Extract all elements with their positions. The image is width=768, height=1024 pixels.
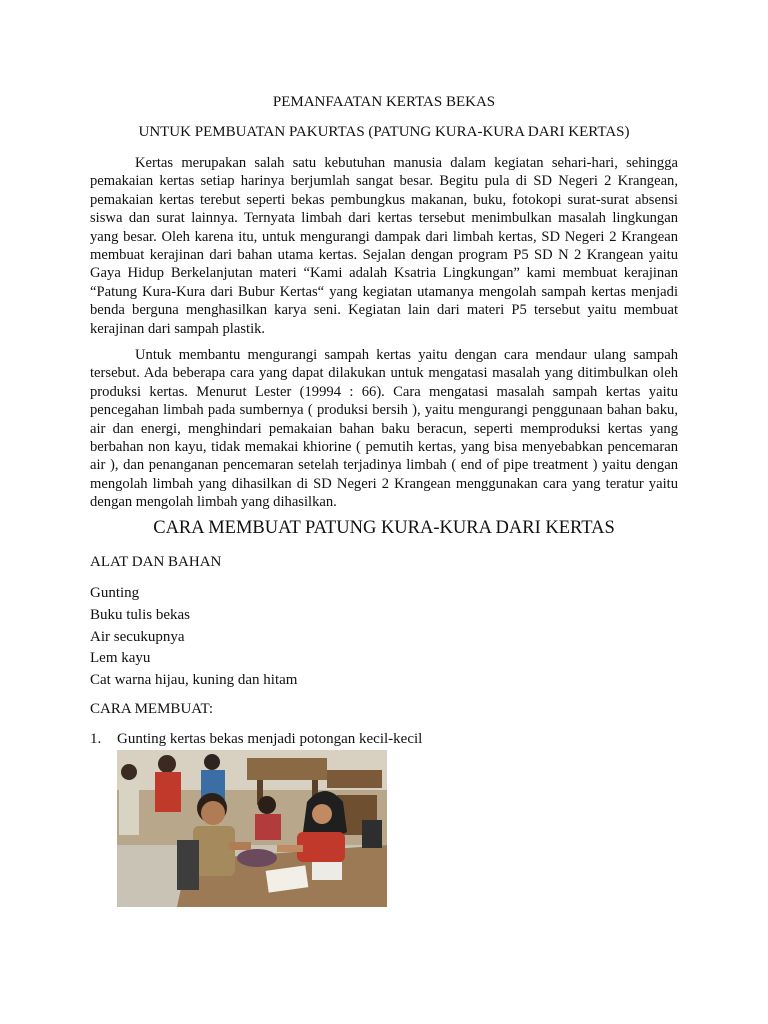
list-item: Lem kayu (90, 650, 151, 667)
list-item: Gunting (90, 585, 140, 601)
document-subtitle: UNTUK PEMBUATAN PAKURTAS (PATUNG KURA-KURA DARI KERTAS) (138, 124, 630, 140)
list-item: Buku tulis bekas (90, 606, 190, 623)
list-item: Air secukupnya (90, 628, 185, 645)
list-item: Cat warna hijau, kuning dan hitam (90, 672, 298, 689)
materials-heading: ALAT DAN BAHAN (90, 554, 222, 570)
document-title: PEMANFAATAN KERTAS BEKAS (272, 94, 496, 110)
steps-heading: CARA MEMBUAT: (90, 701, 214, 717)
step-text: Gunting kertas bekas menjadi potongan kecil-kecil (117, 731, 423, 747)
section-heading: CARA MEMBUAT PATUNG KURA-KURA DARI KERTAS (153, 518, 615, 538)
paragraph-2: Untuk membantu mengurangi sampah kertas yaitu dengan cara mendaur ulang sampah tersebut. Ada beberapa cara yang dapat dilakukan untuk mengatasi masalah yang ditimbulkan oleh produksi kertas. Menurut Lester (19994 : 66). Cara mengatasi masalah sampah kertas yaitu pencegahan limbah pada sumbernya ( produksi bersih ), yaitu mengurangi penggunaan bahan baku, air dan energi, menghindari pemakaian bahan baku beracun, seperti memproduksi kertas yang berbahan non kayu, tidak memakai khiorine ( pemutih kertas, yang bisa menyebabkan pencemaran air ), dan penanganan pencemaran setelah terjadinya limbah ( end of pipe treatment ) yaitu dengan mengolah limbah yang dihasilkan di SD Negeri 2 Krangean menggunakan cara yang teratur yaitu dengan mengolah limbah yang dihasilkan. (90, 347, 678, 511)
paragraph-1: Kertas merupakan salah satu kebutuhan manusia dalam kegiatan sehari-hari, sehingga pemakaian kertas setiap harinya berjumlah sangat besar. Begitu pula di SD Negeri 2 Krangean, pemakaian kertas terebut seperti bekas pembungkus makanan, buku, fotokopi surat-surat absensi siswa dan surat lainnya. Ternyata limbah dari kertas tersebut menimbulkan masalah lingkungan yang besar. Oleh karena itu, untuk mengurangi dampak dari limbah kertas, SD Negeri 2 Krangean membuat kerajinan dari bahan utama kertas. Sejalan dengan program P5 SD N 2 Krangean yaitu Gaya Hidup Berkelanjutan materi “Kami adalah Ksatria Lingkungan” kami membuat kerajinan “Patung Kura-Kura dari Bubur Kertas“ yang kegiatan utamanya mengolah sampah kertas menjadi benda berguna menghasilkan karya seni. Kegiatan lain dari materi P5 tersebut yaitu membuat kerajinan dari sampah plastik. (90, 155, 678, 337)
materials-list (90, 583, 297, 692)
step-item (90, 731, 422, 748)
step-number: 1. (90, 731, 102, 747)
classroom-photo (117, 750, 387, 907)
